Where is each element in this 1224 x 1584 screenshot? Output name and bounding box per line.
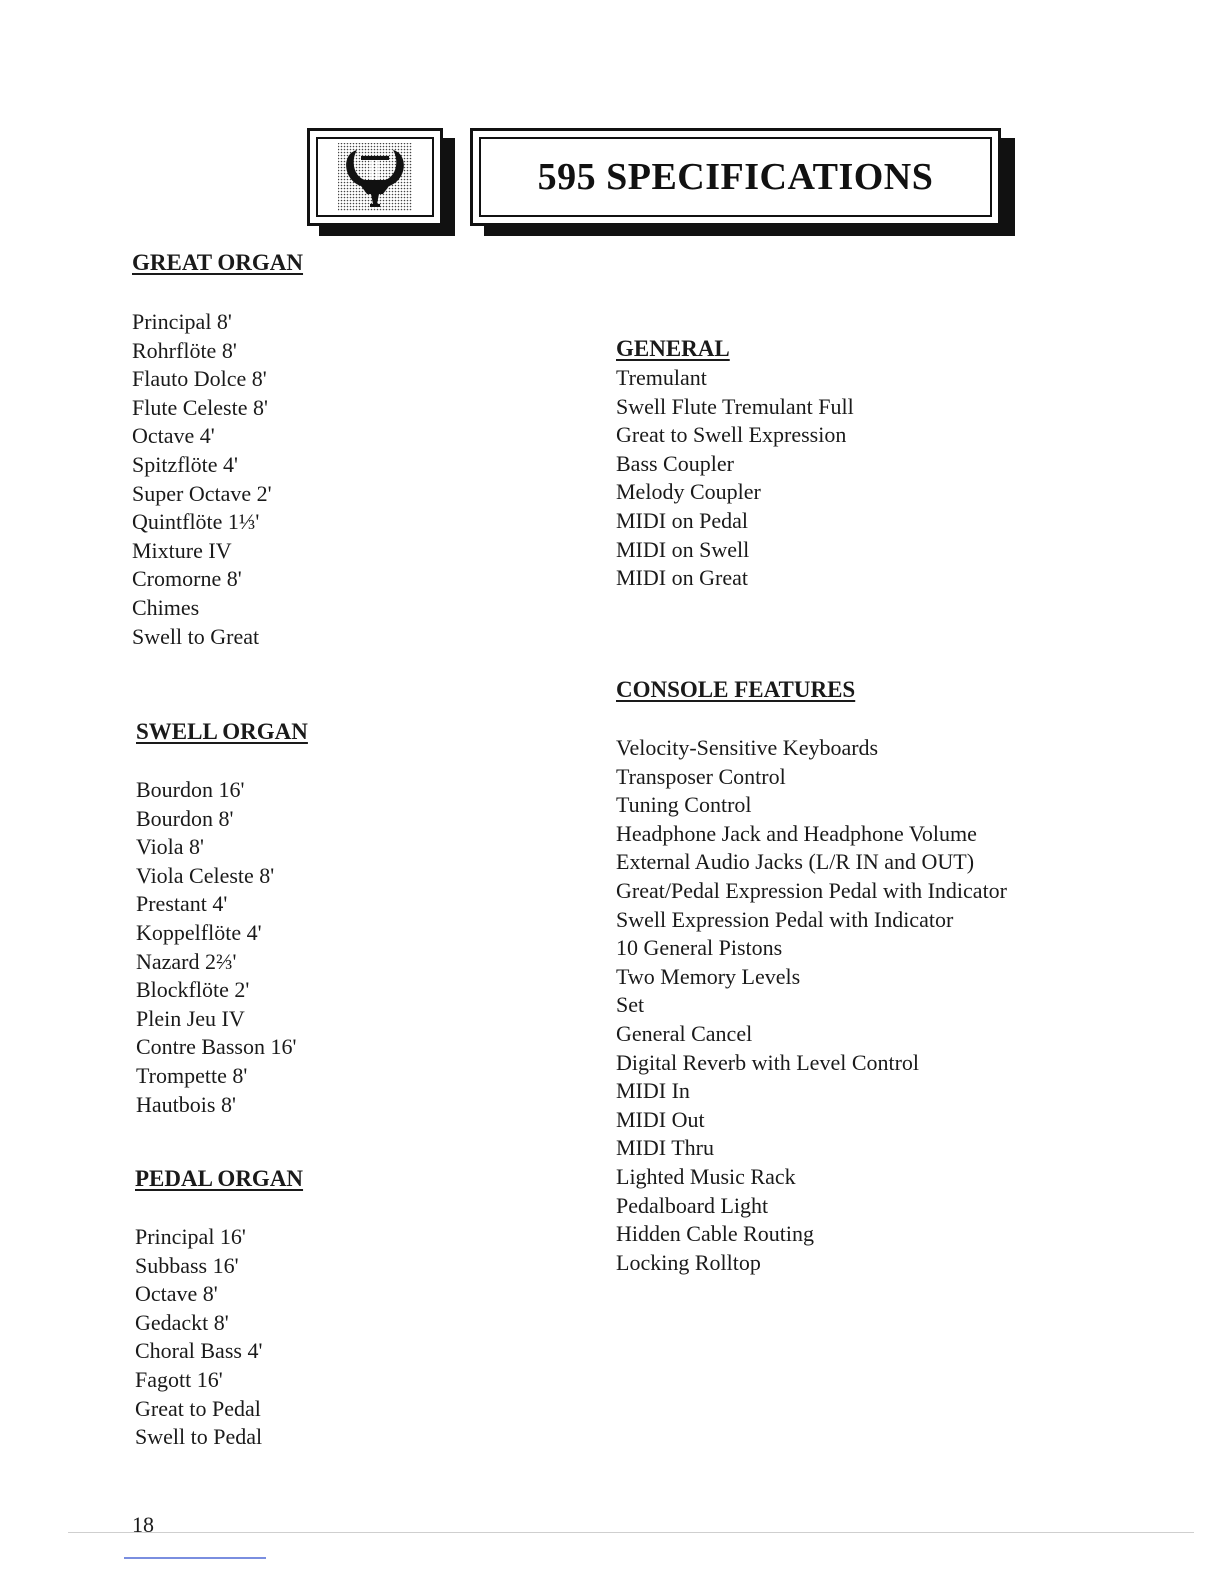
console-feature-item: Hidden Cable Routing — [616, 1221, 814, 1247]
console-feature-item: Locking Rolltop — [616, 1249, 761, 1275]
console-feature-item: MIDI Thru — [616, 1135, 714, 1161]
great-organ-heading: GREAT ORGAN — [132, 250, 304, 275]
swell-organ-item: Viola Celeste 8' — [136, 862, 275, 888]
great-organ-item: Chimes — [132, 594, 200, 620]
great-organ-item: Octave 4' — [132, 423, 215, 449]
pedal-organ-item: Swell to Pedal — [135, 1424, 263, 1450]
console-feature-item: External Audio Jacks (L/R IN and OUT) — [616, 849, 975, 875]
swell-organ-item: Hautbois 8' — [136, 1091, 236, 1117]
general-item: Swell Flute Tremulant Full — [616, 393, 854, 419]
great-organ-list — [132, 308, 272, 651]
console-features-list — [616, 734, 1007, 1277]
great-organ-item: Principal 8' — [132, 309, 232, 334]
great-organ-item: Flute Celeste 8' — [132, 394, 268, 420]
console-feature-item: Swell Expression Pedal with Indicator — [616, 906, 954, 932]
console-feature-item: 10 General Pistons — [616, 935, 783, 961]
general-item: Bass Coupler — [616, 450, 734, 476]
general-item: Tremulant — [616, 365, 707, 390]
footer-rule — [68, 1532, 1194, 1533]
console-feature-item: Great/Pedal Expression Pedal with Indicator — [616, 877, 1008, 903]
console-feature-item: MIDI Out — [616, 1106, 705, 1132]
swell-organ-item: Plein Jeu IV — [136, 1005, 245, 1031]
console-feature-item: Lighted Music Rack — [616, 1163, 796, 1189]
console-feature-item: MIDI In — [616, 1078, 690, 1104]
logo-inner-frame — [316, 137, 434, 217]
page-number: 18 — [132, 1512, 154, 1537]
pedal-organ-item: Principal 16' — [135, 1224, 246, 1249]
console-feature-item: Digital Reverb with Level Control — [616, 1049, 920, 1075]
title-inner-frame — [479, 137, 992, 217]
title-frame — [470, 128, 1001, 226]
great-organ-item: Spitzflöte 4' — [132, 451, 239, 477]
console-feature-item: Set — [616, 992, 645, 1018]
pedal-organ-item: Great to Pedal — [135, 1395, 261, 1421]
great-organ-item: Cromorne 8' — [132, 566, 242, 592]
great-organ-item: Mixture IV — [132, 537, 232, 563]
swell-organ-item: Prestant 4' — [136, 891, 228, 917]
great-organ-item: Super Octave 2' — [132, 480, 272, 506]
swell-organ-item: Koppelflöte 4' — [136, 919, 262, 945]
console-feature-item: Two Memory Levels — [616, 963, 801, 989]
swell-organ-item: Trompette 8' — [136, 1062, 248, 1088]
swell-organ-item: Bourdon 16' — [136, 777, 245, 802]
great-organ-item: Flauto Dolce 8' — [132, 366, 267, 392]
swell-organ-item: Viola 8' — [136, 834, 205, 860]
console-feature-item: General Cancel — [616, 1020, 753, 1046]
general-item: MIDI on Great — [616, 565, 748, 591]
console-feature-item: Headphone Jack and Headphone Volume — [616, 820, 977, 846]
pedal-organ-item: Gedackt 8' — [135, 1309, 229, 1335]
swell-organ-item: Contre Basson 16' — [136, 1034, 297, 1060]
lyre-icon — [337, 142, 413, 212]
general-item: Melody Coupler — [616, 479, 761, 505]
general-item: MIDI on Swell — [616, 536, 750, 562]
general-heading: GENERAL — [616, 336, 730, 361]
general-list — [616, 364, 854, 593]
swell-organ-item: Bourdon 8' — [136, 805, 234, 831]
logo-frame — [307, 128, 443, 226]
pedal-organ-item: Choral Bass 4' — [135, 1338, 263, 1364]
swell-organ-item: Nazard 2⅔' — [136, 948, 237, 974]
console-feature-item: Pedalboard Light — [616, 1192, 769, 1218]
pedal-organ-item: Fagott 16' — [135, 1366, 223, 1392]
general-item: Great to Swell Expression — [616, 422, 847, 448]
pedal-organ-list — [135, 1223, 262, 1452]
swell-organ-list — [136, 776, 296, 1119]
pedal-organ-heading: PEDAL ORGAN — [135, 1166, 304, 1191]
great-organ-item: Quintflöte 1⅓' — [132, 509, 260, 535]
great-organ-item: Rohrflöte 8' — [132, 337, 237, 363]
console-feature-item: Transposer Control — [616, 763, 786, 789]
swell-organ-item: Blockflöte 2' — [136, 977, 250, 1003]
page-title: 595 SPECIFICATIONS — [537, 156, 934, 198]
pedal-organ-item: Octave 8' — [135, 1281, 218, 1307]
footer-accent-rule — [124, 1557, 266, 1559]
great-organ-item: Swell to Great — [132, 623, 260, 649]
pedal-organ-item: Subbass 16' — [135, 1252, 239, 1278]
swell-organ-heading: SWELL ORGAN — [136, 719, 308, 744]
console-feature-item: Tuning Control — [616, 792, 752, 818]
console-features-heading: CONSOLE FEATURES — [616, 677, 856, 702]
general-item: MIDI on Pedal — [616, 507, 748, 533]
console-feature-item: Velocity-Sensitive Keyboards — [616, 735, 879, 760]
